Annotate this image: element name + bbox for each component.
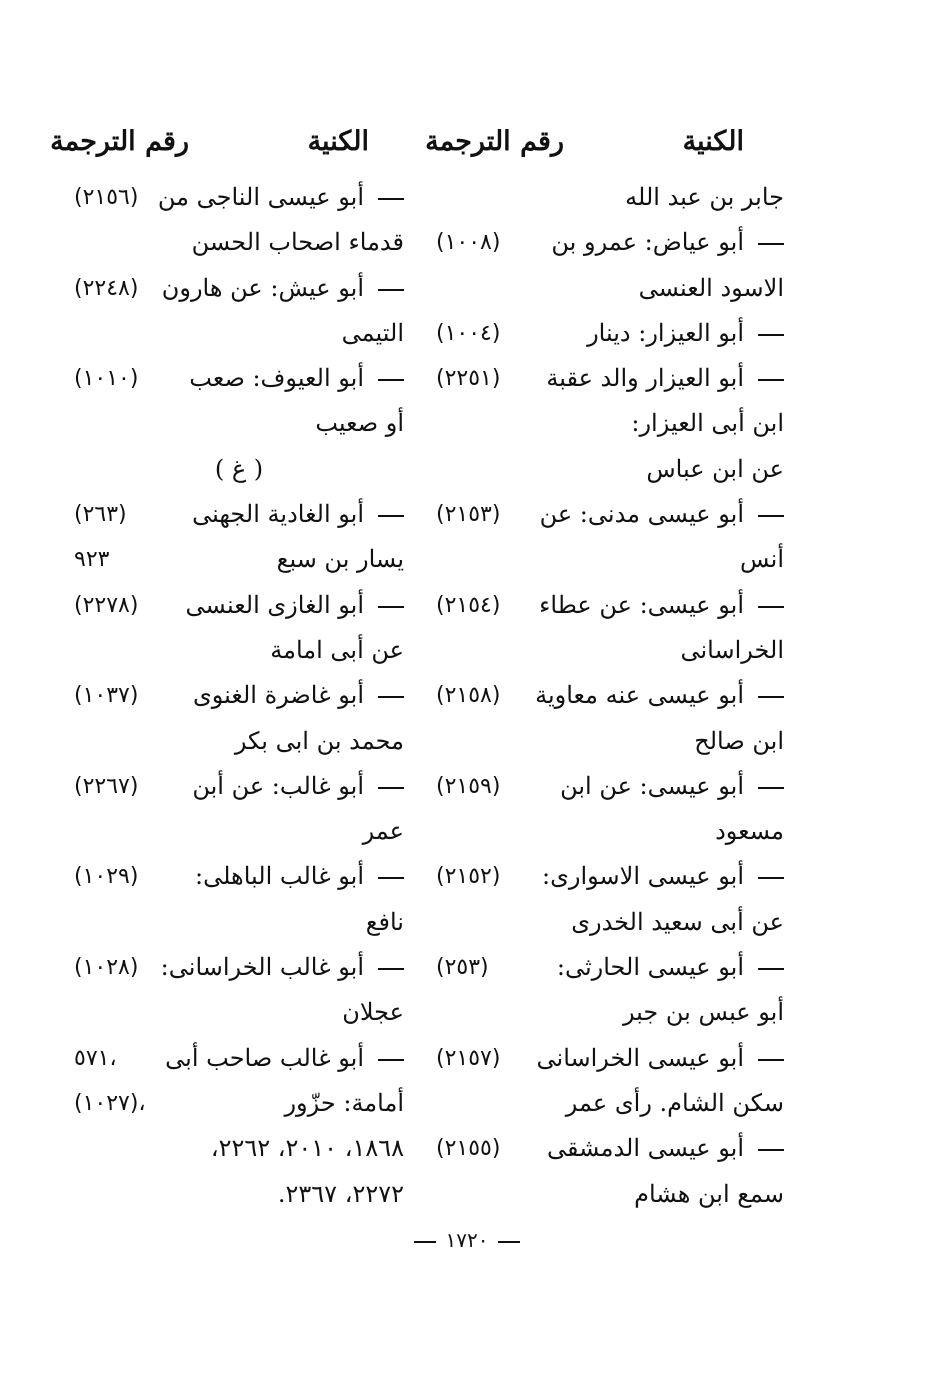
entry-text: عجلان [342,998,404,1027]
entry-row [436,1036,784,1081]
entry-row [436,266,784,311]
entry-row [436,854,784,899]
entry-text: أبو عيسى الحارثى: [556,953,744,982]
entry-dash [378,379,404,381]
entry-text: أبو عيسى الدمشقى [547,1134,744,1163]
entry-dash [758,787,784,789]
entry-text: ابن صالح [694,726,784,755]
entry-row [436,809,784,854]
entry-row [74,583,404,628]
entry-number: (٢٥٣) [436,955,489,981]
entry-row [436,537,784,582]
entry-row [436,447,784,492]
entry-number: (٢١٥٥) [436,1136,501,1162]
entry-text: أبو غالب صاحب أبى [165,1043,364,1072]
entry-dash [378,198,404,200]
entry-text: أبو غاضرة الغنوى [192,681,364,710]
entry-text: أبو العيزار: دينار [587,318,744,347]
entry-text: الخراسانى [680,635,784,664]
entry-row [436,945,784,990]
entry-dash [378,289,404,291]
entry-number: (٢١٥٤) [436,592,501,618]
entry-row [74,537,404,582]
entry-number: (٢٢٧٨) [74,592,139,618]
entry-number: (٢١٥٣) [436,502,501,528]
entry-row [74,673,404,718]
entry-text: التيمى [341,318,404,347]
entry-row [74,1126,404,1171]
entry-number: (١٠٠٤) [436,320,501,346]
entry-dash [378,787,404,789]
entry-row [74,764,404,809]
entry-text: أنس [740,545,784,574]
entry-text: جابر بن عبد الله [625,183,784,211]
entry-row [436,356,784,401]
entry-text: عن ابن عباس [646,454,784,483]
entry-row [74,719,404,764]
entry-dash [758,877,784,879]
header-right-name: الكنية [682,126,744,157]
entry-row [436,990,784,1035]
entry-text: قدماء اصحاب الحسن [191,228,404,257]
entry-row [74,220,404,265]
entry-row [436,673,784,718]
entry-text: سكن الشام. رأى عمر [565,1088,784,1117]
entry-number: (٢١٥٦) [74,185,139,210]
entry-number: (١٠٠٨) [436,230,501,256]
entry-text: أبو عياض: عمرو بن [551,228,744,257]
page-number: ١٧٢٠ [445,1228,489,1252]
entry-row [74,311,404,356]
entry-text: عن أبى امامة [270,635,404,664]
entry-row [74,945,404,990]
section-letter: ( غ ) [214,454,264,483]
entry-row [74,628,404,673]
entry-text: عمر [362,817,404,846]
entry-text: أو صعيب [315,409,404,438]
entry-text: أبو عيش: عن هارون [161,273,364,302]
entry-number: (٢٢٤٨) [74,275,139,301]
entry-text: محمد بن ابى بكر [234,726,404,755]
entry-dash [758,243,784,245]
footer-dash [498,1241,520,1243]
entry-number: (٢٦٣) [74,502,127,528]
entry-text: أبو عيسى الاسوارى: [542,862,744,891]
entry-dash [378,696,404,698]
entry-number: (٢٢٥١) [436,366,501,392]
entry-number: ٥٧١، [74,1045,117,1071]
entry-text: أبو الغادية الجهنى [192,500,364,529]
entry-dash [758,1059,784,1061]
entry-number: (١٠٢٨) [74,955,139,981]
entry-text: أبو العيوف: صعب [189,364,364,393]
entry-dash [758,379,784,381]
entry-text: أبو عيسى مدنى: عن [539,500,744,529]
entry-text: أمامة: حزّور [284,1088,404,1117]
entry-row [74,1172,404,1217]
entry-row [436,628,784,673]
entry-text: أبو عيسى الناجى من [157,183,364,211]
entry-row [436,492,784,537]
entry-row [74,492,404,537]
entry-row [436,900,784,945]
entry-text: الاسود العنسى [638,273,784,302]
header-right-number: رقم الترجمة [425,126,564,157]
entry-text: سمع ابن هشام [634,1179,784,1208]
entry-row [436,175,784,220]
entry-text: ابن أبى العيزار: [631,409,784,438]
entry-row [74,447,404,492]
entry-text: أبو عيسى: عن ابن [560,771,744,800]
entry-text: ١٨٦٨، ٢٠١٠، ٢٢٦٢، [210,1134,404,1163]
entry-text: أبو العيزار والد عقبة [546,364,744,393]
entry-number: (١٠١٠) [74,366,139,392]
entry-dash [758,968,784,970]
header-left-number: رقم الترجمة [50,126,189,157]
entry-row [74,900,404,945]
left-column [74,175,404,1217]
entry-dash [758,696,784,698]
entry-number: ٩٢٣ [74,547,110,573]
entry-dash [378,968,404,970]
entry-dash [378,1059,404,1061]
entry-text: أبو الغازى العنسى [185,590,364,619]
entry-row [436,1081,784,1126]
entry-number: (٢١٥٢) [436,864,501,890]
entry-number: (١٠٢٧)، [74,1090,146,1116]
entry-dash [378,606,404,608]
entry-number: (١٠٢٩) [74,864,139,890]
entry-row [436,311,784,356]
entry-number: (٢١٥٩) [436,773,501,799]
entry-row [436,220,784,265]
entry-row [436,764,784,809]
entry-number: (٢١٥٨) [436,683,501,709]
entry-text: أبو عيسى: عن عطاء [539,590,744,619]
entry-row [74,809,404,854]
entry-text: أبو غالب: عن أبن [192,771,364,800]
entry-row [436,583,784,628]
entry-row [74,854,404,899]
page-footer [0,1228,934,1252]
entry-text: عن أبى سعيد الخدرى [571,907,784,936]
entry-text: أبو عيسى عنه معاوية [535,681,744,710]
entry-text: أبو عبس بن جبر [622,998,784,1027]
entry-dash [758,1149,784,1151]
entry-row [436,1126,784,1171]
entry-dash [758,606,784,608]
entry-row [74,1036,404,1081]
entry-text: ٢٢٧٢، ٢٣٦٧. [277,1179,404,1208]
entry-row [436,1172,784,1217]
entry-text: أبو غالب الباهلى: [195,862,364,891]
entry-dash [758,334,784,336]
entry-row [74,990,404,1035]
entry-row [74,266,404,311]
entry-text: أبو عيسى الخراسانى [536,1043,744,1072]
entry-row [74,356,404,401]
header-left-name: الكنية [307,126,369,157]
entry-text: يسار بن سبع [276,545,404,574]
entry-row [74,1081,404,1126]
entry-text: أبو غالب الخراسانى: [160,953,364,982]
entry-text: مسعود [715,817,784,846]
entry-row [436,401,784,446]
entry-text: نافع [365,907,404,936]
entry-dash [378,515,404,517]
entry-row [74,175,404,220]
entry-row [436,719,784,764]
right-column [436,175,784,1217]
entry-number: (٢٢٦٧) [74,773,139,799]
entry-number: (٢١٥٧) [436,1045,501,1071]
footer-dash [414,1241,436,1243]
entry-dash [378,877,404,879]
entry-number: (١٠٣٧) [74,683,139,709]
entry-row [74,401,404,446]
entry-dash [758,515,784,517]
